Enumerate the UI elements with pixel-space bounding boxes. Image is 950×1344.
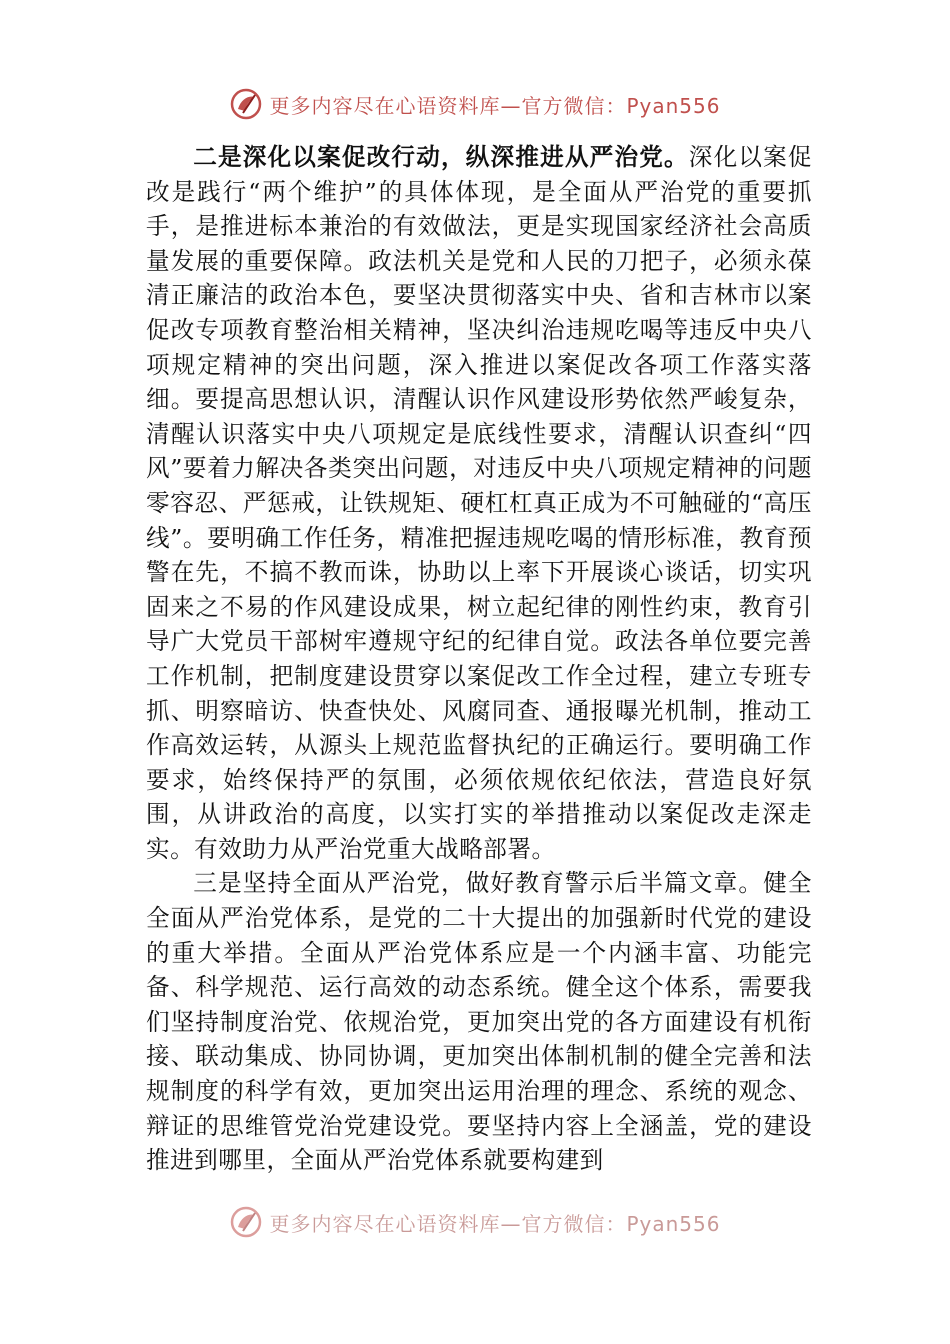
paragraph-lead: 二是深化以案促改行动，纵深推进从严治党。 [193,143,689,171]
document-body [146,140,812,1178]
watermark-text: 更多内容尽在心语资料库—官方微信：Pyan556 [269,93,721,118]
seal-logo-icon [229,87,263,121]
footer-watermark [0,1202,950,1242]
paragraph [146,866,812,1177]
paragraph-body: 深化以案促改是践行“两个维护”的具体体现，是全面从严治党的重要抓手，是推进标本兼治的有效做法，更是实现国家经济社会高质量发展的重要保障。政法机关是党和人民的刀把子，必须永葆清正廉洁的政治本色，要坚决贯彻落实中央、省和吉林市以案促改专项教育整治相关精神，坚决纠治违规吃喝等违反中央八项规定精神的突出问题，深入推进以案促改各项工作落实落细。要提高思想认识，清醒认识作风建设形势依然严峻复杂，清醒认识落实中央八项规定是底线性要求，清醒认识查纠“四风”要着力解决各类突出问题，对违反中央八项规定精神的问题零容忍、严惩戒，让铁规矩、硬杠杠真正成为不可触碰的“高压线”。要明确工作任务，精准把握违规吃喝的情形标准，教育预警在先，不搞不教而诛，协助以上率下开展谈心谈话，切实巩固来之不易的作风建设成果，树立起纪律的刚性约束，教育引导广大党员干部树牢遵规守纪的纪律自觉。政法各单位要完善工作机制，把制度建设贯穿以案促改工作全过程，建立专班专抓、明察暗访、快查快处、风腐同查、通报曝光机制，推动工作高效运转，从源头上规范监督执纪的正确运行。要明确工作要求，始终保持严的氛围，必须依规依纪依法，营造良好氛围，从讲政治的高度，以实打实的举措推动以案促改走深走实。有效助力从严治党重大战略部署。 [146,143,813,863]
paragraph-body: 三是坚持全面从严治党，做好教育警示后半篇文章。健全全面从严治党体系，是党的二十大提出的加强新时代党的建设的重大举措。全面从严治党体系应是一个内涵丰富、功能完备、科学规范、运行高效的动态系统。健全这个体系，需要我们坚持制度治党、依规治党，更加突出党的各方面建设有机衔接、联动集成、协同协调，更加突出体制机制的健全完善和法规制度的科学有效，更加突出运用治理的理念、系统的观念、辩证的思维管党治党建设党。要坚持内容上全涵盖，党的建设推进到哪里，全面从严治党体系就要构建到 [146,869,812,1175]
header-watermark [0,84,950,124]
watermark-text: 更多内容尽在心语资料库—官方微信：Pyan556 [269,1211,721,1236]
paragraph [146,140,812,866]
seal-logo-icon [229,1205,263,1239]
